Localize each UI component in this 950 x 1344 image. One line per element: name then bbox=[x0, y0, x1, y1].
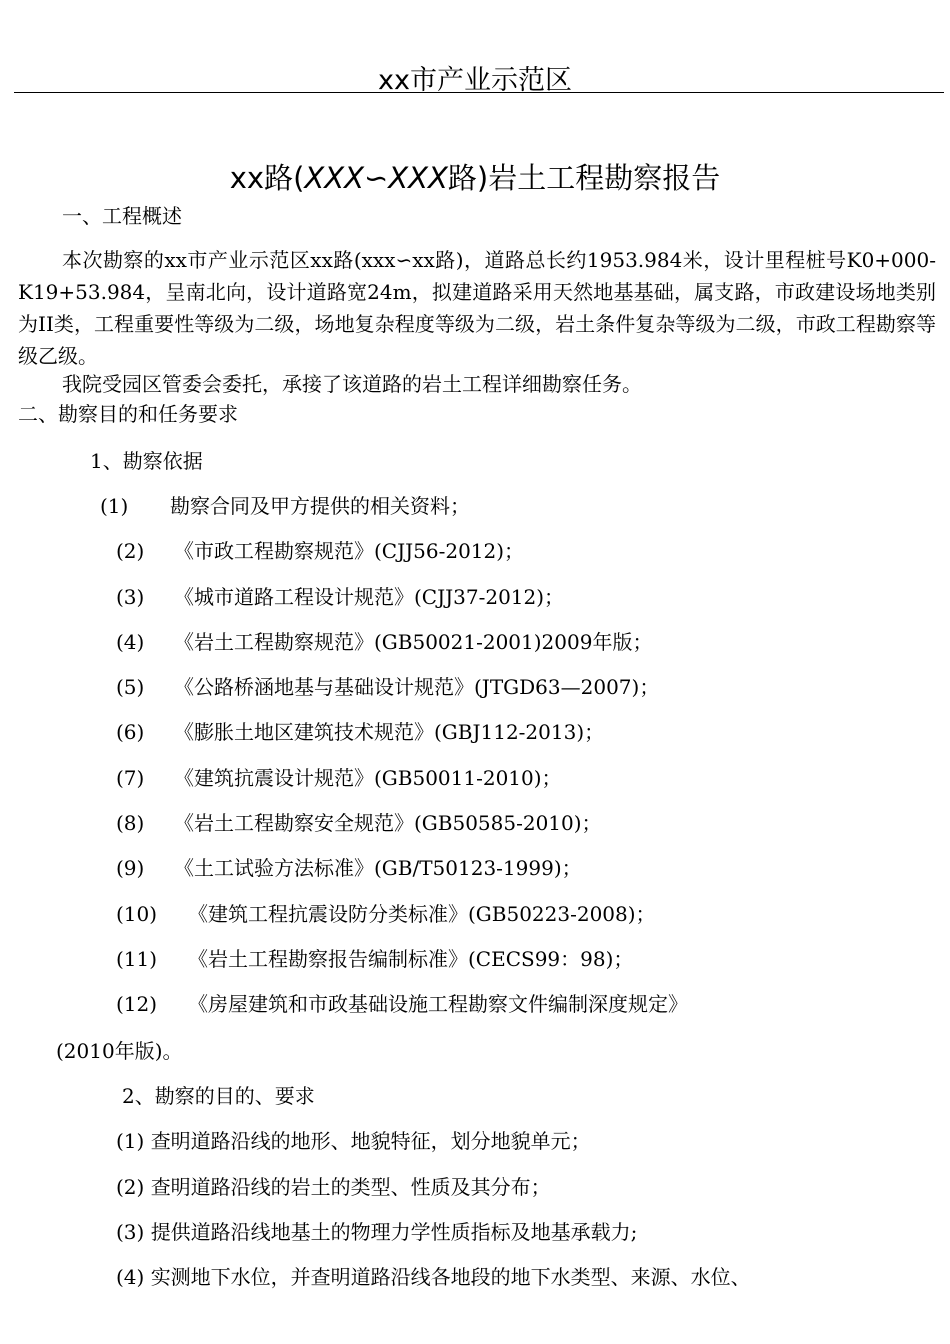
goal-item: (4) 实测地下水位，并查明道路沿线各地段的地下水类型、来源、水位、 bbox=[116, 1265, 751, 1289]
basis-item-number: (8) bbox=[116, 811, 145, 835]
basis-item bbox=[116, 858, 582, 878]
basis-item-number: (11) bbox=[116, 947, 158, 971]
basis-item bbox=[116, 994, 688, 1014]
basis-item-number: (4) bbox=[116, 630, 145, 654]
basis-item bbox=[116, 587, 564, 607]
report-title-prefix: xx路( bbox=[229, 161, 305, 195]
basis-heading: 1、勘察依据 bbox=[90, 449, 203, 473]
basis-item-text: 《膨胀土地区建筑技术规范》(GBJ112-2013)； bbox=[174, 720, 605, 744]
basis-item bbox=[116, 768, 562, 788]
basis-item-number: (12) bbox=[116, 992, 158, 1016]
basis-item bbox=[100, 496, 470, 516]
goal-item: (2) 查明道路沿线的岩土的类型、性质及其分布； bbox=[116, 1175, 551, 1199]
basis-item bbox=[116, 632, 652, 652]
basis-item-number: (6) bbox=[116, 720, 145, 744]
basis-item-text: 《岩土工程勘察安全规范》(GB50585-2010)； bbox=[174, 811, 602, 835]
basis-item-number: (10) bbox=[116, 902, 158, 926]
basis-item-number: (2) bbox=[116, 539, 145, 563]
section-heading-purpose: 二、勘察目的和任务要求 bbox=[18, 402, 238, 426]
basis-item-text: 《建筑工程抗震设防分类标准》(GB50223-2008)； bbox=[188, 902, 656, 926]
basis-item-continuation: (2010年版)。 bbox=[56, 1039, 183, 1063]
basis-item-number: (7) bbox=[116, 766, 145, 790]
report-title-suffix: 路)岩土工程勘察报告 bbox=[447, 161, 721, 195]
overview-paragraph: 本次勘察的xx市产业示范区xx路(xxx∽xx路)，道路总长约1953.984米，设计里程桩号K0+000-K19+53.984，呈南北向，设计道路宽24m，拟建道路采用天然地基基础，属支路，市政建设场地类别为II类，工程重要性等级为二级，场地复杂程度等级为二级，岩土条件复杂等级为二级，市政工程勘察等级乙级。 bbox=[18, 248, 936, 368]
basis-item-number: (9) bbox=[116, 856, 145, 880]
basis-item-text: 《建筑抗震设计规范》(GB50011-2010)； bbox=[174, 766, 562, 790]
section-heading-overview: 一、工程概述 bbox=[62, 204, 182, 228]
basis-item-text: 《公路桥涵地基与基础设计规范》(JTGD63—2007)； bbox=[174, 675, 660, 699]
goal-item: (1) 查明道路沿线的地形、地貌特征，划分地貌单元； bbox=[116, 1129, 591, 1153]
basis-item-text: 《市政工程勘察规范》(CJJ56-2012)； bbox=[174, 539, 525, 563]
goal-item: (3) 提供道路沿线地基土的物理力学性质指标及地基承载力; bbox=[116, 1220, 638, 1244]
basis-item-text: 《岩土工程勘察规范》(GB50021-2001)2009年版； bbox=[174, 630, 653, 654]
basis-item-text: 《土工试验方法标准》(GB/T50123-1999)； bbox=[174, 856, 582, 880]
header-divider bbox=[14, 92, 944, 93]
report-title bbox=[0, 156, 950, 197]
basis-item bbox=[116, 813, 602, 833]
basis-item-text: 勘察合同及甲方提供的相关资料； bbox=[170, 494, 470, 518]
basis-item-text: 《房屋建筑和市政基础设施工程勘察文件编制深度规定》 bbox=[188, 992, 688, 1016]
basis-item-text: 《城市道路工程设计规范》(CJJ37-2012)； bbox=[174, 585, 565, 609]
commission-paragraph: 我院受园区管委会委托，承接了该道路的岩土工程详细勘察任务。 bbox=[62, 372, 642, 396]
basis-item bbox=[116, 677, 659, 697]
basis-item bbox=[116, 949, 633, 969]
basis-item-number: (3) bbox=[116, 585, 145, 609]
basis-item bbox=[116, 722, 604, 742]
basis-item-text: 《岩土工程勘察报告编制标准》(CECS99：98)； bbox=[188, 947, 634, 971]
basis-item bbox=[116, 904, 656, 924]
goals-heading: 2、勘察的目的、要求 bbox=[122, 1084, 315, 1108]
report-title-road: XXX∽XXX bbox=[304, 161, 448, 195]
document-header-title: xx市产业示范区 bbox=[378, 65, 572, 96]
basis-item-number: (1) bbox=[100, 494, 129, 518]
basis-item bbox=[116, 541, 524, 561]
basis-item-number: (5) bbox=[116, 675, 145, 699]
